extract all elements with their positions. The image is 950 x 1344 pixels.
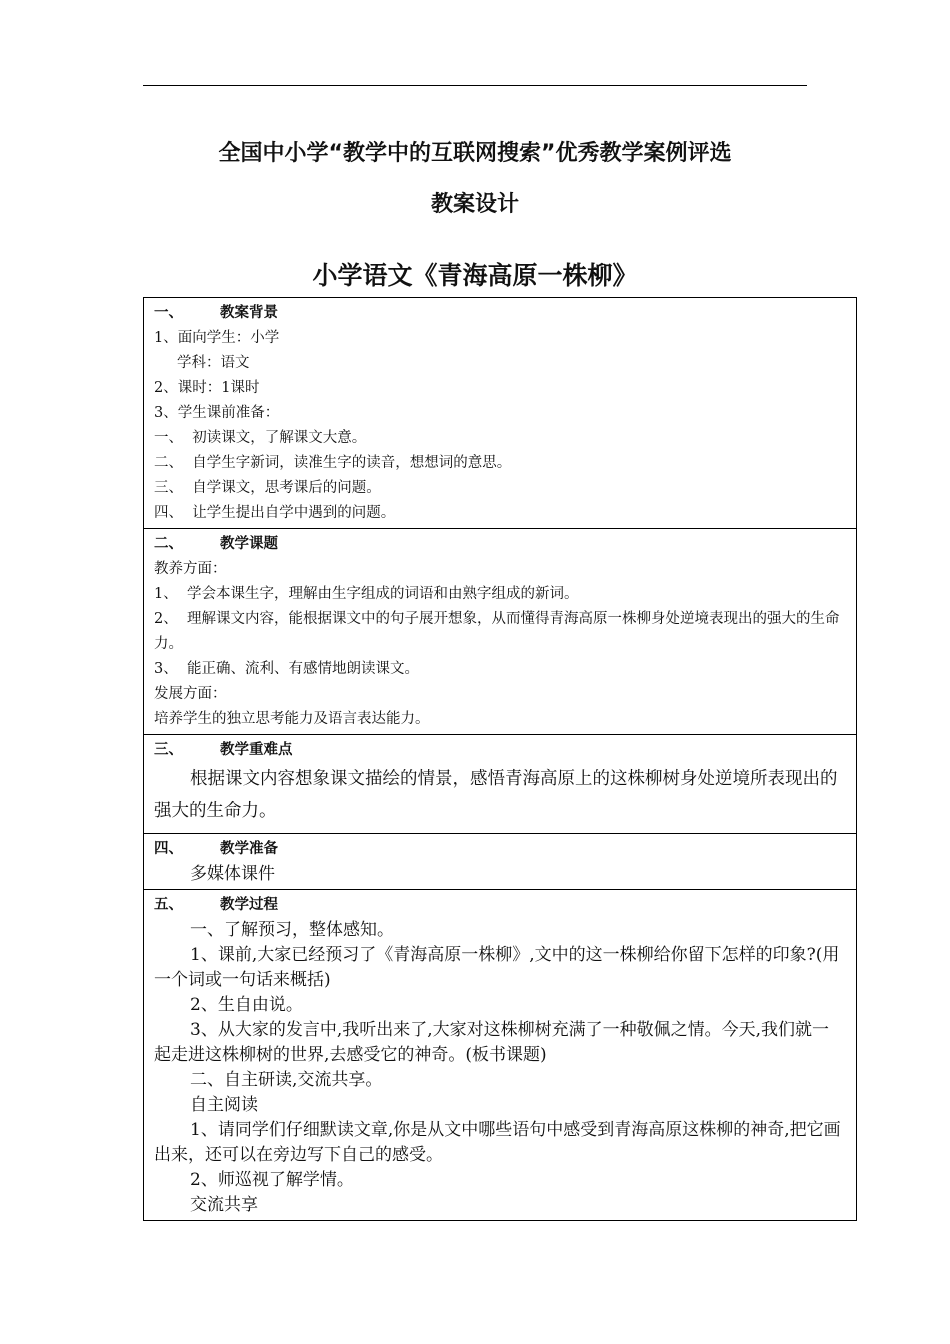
text-line: 1、 学会本课生字，理解由生字组成的词语和由熟字组成的新词。 <box>154 586 579 602</box>
document-title: 全国中小学“教学中的互联网搜索”优秀教学案例评选 <box>218 141 732 166</box>
text-paragraph: 多媒体课件 <box>190 864 275 884</box>
text-paragraph: 3、从大家的发言中,我听出来了,大家对这株柳树充满了一种敬佩之情。今天,我们就一起走进这株柳树的世界,去感受它的神奇。(板书课题) <box>154 1020 830 1065</box>
text-paragraph: 1、课前,大家已经预习了《青海高原一株柳》,文中的这一株柳给你留下怎样的印象?(用一个词或一句话来概括) <box>154 945 840 990</box>
text-paragraph: 2、师巡视了解学情。 <box>190 1170 354 1190</box>
text-paragraph: 二、自主研读,交流共享。 <box>190 1070 383 1090</box>
section-heading-text: 教学重难点 <box>220 742 293 758</box>
text-paragraph: 交流共享 <box>190 1195 258 1215</box>
section-heading-text: 教学过程 <box>220 897 278 913</box>
section-background <box>144 298 857 529</box>
section-cell <box>144 529 857 735</box>
text-line: 四、 让学生提出自学中遇到的问题。 <box>154 505 396 521</box>
document-subtitle: 教案设计 <box>430 192 519 217</box>
lesson-plan-table <box>143 297 857 1221</box>
text-paragraph: 自主阅读 <box>190 1095 258 1115</box>
section-process <box>144 890 857 1221</box>
section-number: 一、 <box>154 305 183 321</box>
text-paragraph: 根据课文内容想象课文描绘的情景，感悟青海高原上的这株柳树身处逆境所表现出的强大的生命力。 <box>154 769 838 821</box>
section-cell <box>144 735 857 834</box>
section-cell <box>144 298 857 529</box>
section-preparation <box>144 834 857 890</box>
section-heading <box>154 893 846 918</box>
section-heading-text: 教学准备 <box>220 841 278 857</box>
text-line: 发展方面： <box>154 686 227 702</box>
section-cell <box>144 834 857 890</box>
section-heading <box>154 738 846 763</box>
section-heading <box>154 837 846 862</box>
section-key-points <box>144 735 857 834</box>
section-number: 三、 <box>154 742 183 758</box>
section-heading-text: 教学课题 <box>220 536 278 552</box>
section-heading <box>154 301 846 326</box>
lesson-title: 小学语文《青海高原一株柳》 <box>312 261 638 290</box>
text-line: 1、面向学生：小学 <box>154 330 280 346</box>
section-heading-text: 教案背景 <box>220 305 278 321</box>
section-number: 四、 <box>154 841 183 857</box>
text-paragraph: 1、请同学们仔细默读文章,你是从文中哪些语句中感受到青海高原这株柳的神奇,把它画出来，还可以在旁边写下自己的感受。 <box>154 1120 841 1165</box>
text-line: 二、 自学生字新词，读准生字的读音，想想词的意思。 <box>154 455 512 471</box>
section-topic <box>144 529 857 735</box>
text-line: 培养学生的独立思考能力及语言表达能力。 <box>154 711 430 727</box>
text-paragraph: 2、生自由说。 <box>190 995 303 1015</box>
text-line: 2、课时：1课时 <box>154 380 260 396</box>
section-number: 五、 <box>154 897 183 913</box>
section-number: 二、 <box>154 536 183 552</box>
text-paragraph: 一、了解预习，整体感知。 <box>190 920 394 940</box>
text-line: 一、 初读课文，了解课文大意。 <box>154 430 367 446</box>
text-line: 3、学生课前准备： <box>154 405 280 421</box>
section-heading <box>154 532 846 557</box>
text-line: 3、 能正确、流利、有感情地朗读课文。 <box>154 661 419 677</box>
section-cell <box>144 890 857 1221</box>
header-rule <box>143 85 807 86</box>
text-line: 教养方面： <box>154 561 227 577</box>
text-line: 三、 自学课文，思考课后的问题。 <box>154 480 381 496</box>
text-line: 学科：语文 <box>177 355 250 371</box>
text-line: 2、 理解课文内容，能根据课文中的句子展开想象，从而懂得青海高原一株柳身处逆境表现出的强大的生命力。 <box>154 611 840 652</box>
